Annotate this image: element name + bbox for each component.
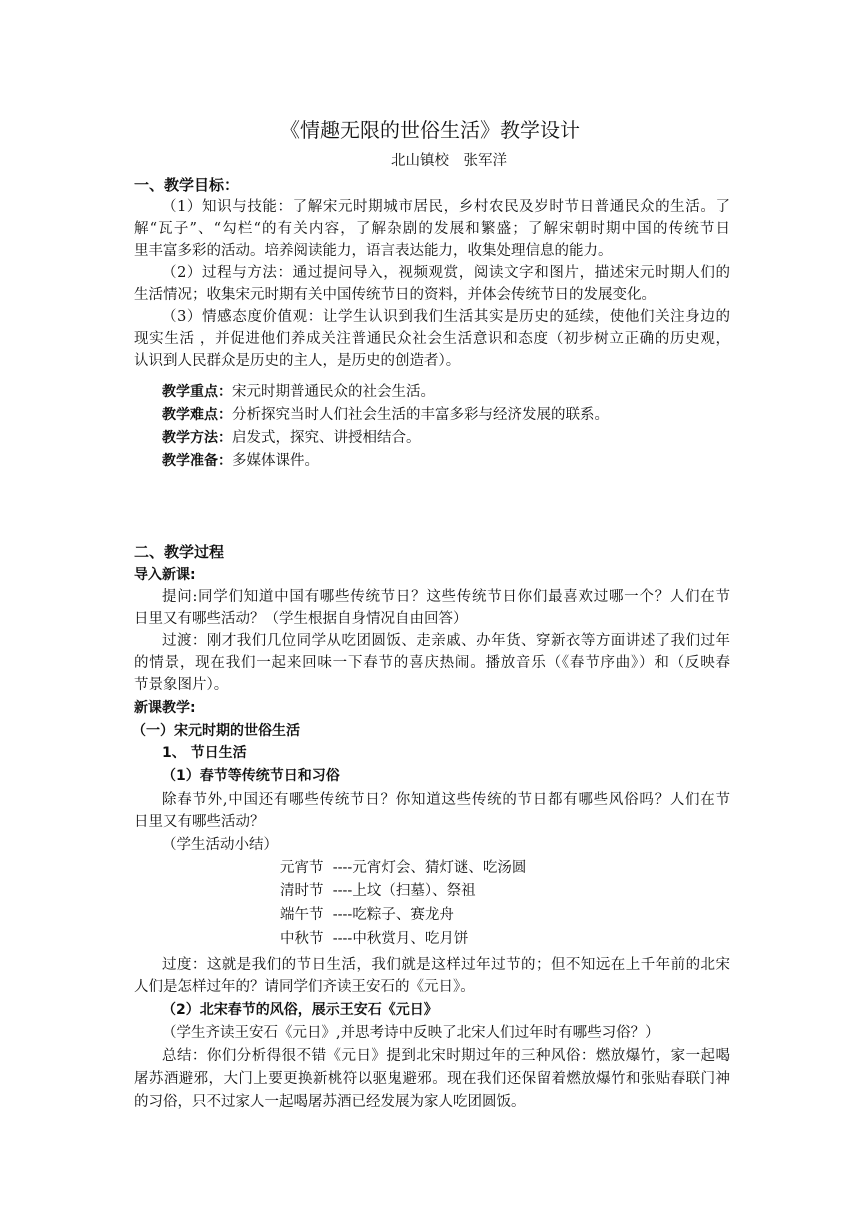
preparation-label: 教学准备： [162,453,232,469]
difficulty [162,404,609,426]
goal-1-line-3: 里丰富多彩的活动。培养阅读能力，语言表达能力，收集处理信息的能力。 [134,243,613,259]
goal-2-line-1: （2）过程与方法：通过提问导入，视频观赏，阅读文字和图片，描述宋元时期人们的 [162,265,730,281]
key-point [162,381,435,403]
festival-desc: ----上坟（扫墓）、祭祖 [332,883,476,899]
goal-3-line-3: 认识到人民群众是历史的主人，是历史的创造者）。 [134,353,461,369]
difficulty-text: 分析探究当时人们社会生活的丰富多彩与经济发展的联系。 [232,407,609,423]
method [162,427,421,449]
student-summary-note: （学生活动小结） [162,837,278,853]
goal-2-line-2: 生活情况；收集宋元时期有关中国传统节日的资料，并体会传统节日的发展变化。 [134,287,656,303]
question-line-1: 提问:同学们知道中国有哪些传统节日？这些传统节日你们最喜欢过哪一个？人们在节 [162,589,730,605]
festival-name: 中秋节 [280,931,324,947]
goal-1-line-2: 解“瓦子”、“勾栏“的有关内容，了解杂剧的发展和繁盛；了解宋朝时期中国的传统节日 [134,221,730,237]
conclusion-line-3: 的习俗，只不过家人一起喝屠苏酒已经发展为家人吃团圆饭。 [134,1094,526,1110]
preparation-text: 多媒体课件。 [232,453,319,469]
festival-name: 清时节 [280,883,324,899]
key-point-label: 教学重点： [162,384,232,400]
festival-row [280,880,476,902]
new-lesson-label: 新课教学: [134,700,196,716]
festival-row [280,857,526,879]
festival-desc: ----元宵灯会、猜灯谜、吃汤圆 [332,860,527,876]
festival-name: 元宵节 [280,860,324,876]
section-heading-process: 二、教学过程 [134,543,225,561]
ask-line-1: 除春节外,中国还有哪些传统节日？你知道这些传统的节日都有哪些风俗吗？人们在节 [162,792,730,808]
intro-label: 导入新课: [134,567,196,583]
transition-line-2: 的情景，现在我们一起来回味一下春节的喜庆热闹。播放音乐（《春节序曲》）和（反映春 [134,655,730,671]
subsection-heading: （一）宋元时期的世俗生活 [132,723,300,739]
subsection-northern-song-customs: （2）北宋春节的风俗，展示王安石《元日》 [162,1002,438,1018]
key-point-text: 宋元时期普通民众的社会生活。 [232,384,435,400]
festival-desc: ----中秋赏月、吃月饼 [332,931,469,947]
reading-note: （学生齐读王安石《元日》,并思考诗中反映了北宋人们过年时有哪些习俗？） [162,1025,660,1041]
festival-row [280,904,454,926]
transition-line-1: 过渡：刚才我们几位同学从吃团圆饭、走亲戚、办年货、穿新衣等方面讲述了我们过年 [162,633,730,649]
preparation [162,450,319,472]
section-heading-goals: 一、教学目标： [134,176,240,194]
goal-3-line-2: 现实生活 ，并促进他们养成关注普通民众社会生活意识和态度（初步树立正确的历史观， [134,331,730,347]
goal-1-line-1: （1）知识与技能：了解宋元时期城市居民，乡村农民及岁时节日普通民众的生活。了 [162,199,730,215]
conclusion-line-1: 总结：你们分析得很不错《元日》提到北宋时期过年的三种风俗：燃放爆竹，家一起喝 [162,1048,730,1064]
question-line-2: 日里又有哪些活动？（学生根据自身情况自由回答） [134,611,468,627]
subsection-traditional-festivals: （1）春节等传统节日和习俗 [162,768,340,784]
ask-line-2: 日里又有哪些活动？ [134,814,265,830]
author-line: 北山镇校 张军洋 [391,153,507,169]
transition-line-3: 节景象图片）。 [134,677,229,693]
method-text: 启发式，探究、讲授相结合。 [232,430,421,446]
guodu-line-1: 过度：这就是我们的节日生活，我们就是这样过年过节的；但不知远在上千年前的北宋 [162,957,730,973]
conclusion-line-2: 屠苏酒避邪，大门上要更换新桃符以驱鬼避邪。现在我们还保留着燃放爆竹和张贴春联门神 [134,1071,730,1087]
festival-name: 端午节 [280,907,324,923]
method-label: 教学方法： [162,430,232,446]
guodu-line-2: 人们是怎样过年的？请同学们齐读王安石的《元日》。 [134,979,475,995]
document-title: 《情趣无限的世俗生活》教学设计 [280,118,580,142]
goal-3-line-1: （3）情感态度价值观：让学生认识到我们生活其实是历史的延续，使他们关注身边的 [162,309,730,325]
festival-desc: ----吃粽子、赛龙舟 [332,907,454,923]
difficulty-label: 教学难点： [162,407,232,423]
festival-row [280,928,468,950]
subsection-festival-life: 1、 节日生活 [162,745,247,761]
